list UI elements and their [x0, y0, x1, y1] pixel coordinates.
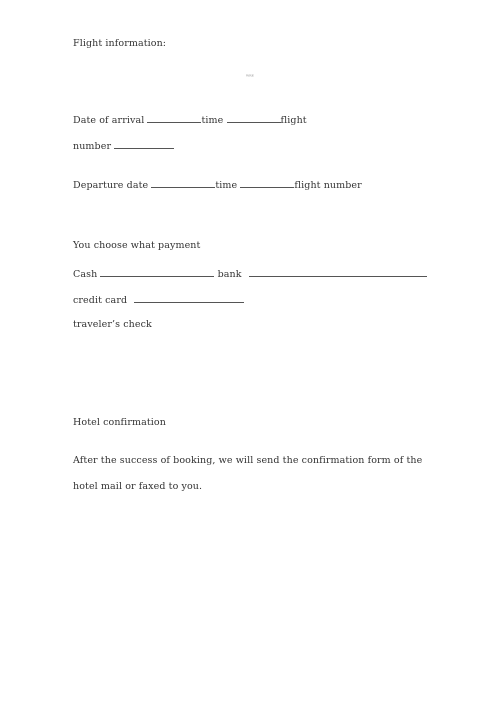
arrival-time-label: time [201, 115, 224, 126]
credit-card-label: credit card [73, 295, 128, 306]
arrival-number-line [73, 139, 174, 153]
small-mark: ᵂᴿᴱ [246, 74, 254, 80]
arrival-date-label: Date of arrival [73, 115, 145, 126]
flight-number-label: number [73, 141, 112, 152]
arrival-flight-number-blank[interactable] [114, 139, 174, 149]
credit-card-line [73, 293, 244, 307]
hotel-confirmation-text-2: hotel mail or faxed to you. [73, 481, 203, 492]
cash-bank-line [73, 267, 427, 281]
departure-time-blank[interactable] [240, 178, 294, 188]
bank-blank[interactable] [249, 267, 427, 277]
cash-blank[interactable] [100, 267, 214, 277]
arrival-flight-label: flight [280, 115, 307, 126]
departure-date-label: Departure date [73, 180, 149, 191]
flight-info-heading: Flight information: [73, 38, 167, 49]
arrival-time-blank[interactable] [227, 113, 281, 123]
departure-flight-number-label: flight number [294, 180, 362, 191]
hotel-confirmation-heading: Hotel confirmation [73, 417, 166, 428]
hotel-confirmation-text-1: After the success of booking, we will send the confirmation form of the [73, 455, 423, 466]
credit-card-blank[interactable] [134, 293, 244, 303]
bank-label: bank [217, 269, 242, 280]
departure-line [73, 178, 362, 192]
travelers-check-label: traveler’s check [73, 319, 152, 330]
payment-heading: You choose what payment [73, 240, 201, 251]
departure-date-blank[interactable] [151, 178, 215, 188]
arrival-line [73, 113, 307, 127]
cash-label: Cash [73, 269, 98, 280]
departure-time-label: time [215, 180, 238, 191]
arrival-date-blank[interactable] [147, 113, 201, 123]
